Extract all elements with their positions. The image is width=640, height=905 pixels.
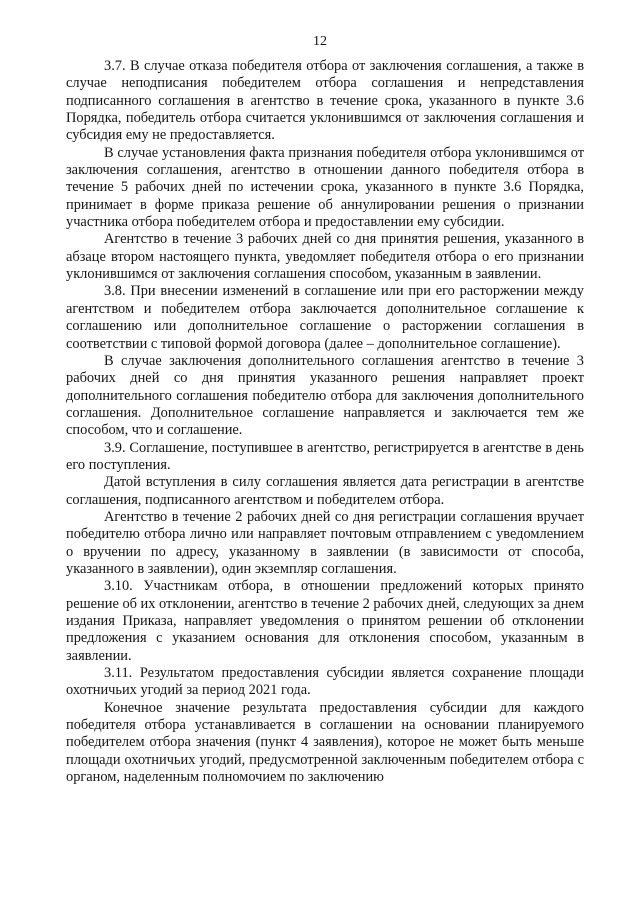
paragraph-3-11: 3.11. Результатом предоставления субсидии является сохранение площади охотничьих угодий за период 2021 года. [66, 665, 584, 699]
paragraph-effective-date: Датой вступления в силу соглашения является дата регистрации в агентстве соглашения, подписанного агентством и победителем отбора. [66, 474, 584, 508]
document-body [66, 58, 584, 786]
paragraph-delivery: Агентство в течение 2 рабочих дней со дня регистрации соглашения вручает победителю отбора лично или направляет почтовым отправлением с уведомлением о вручении по адресу, указанному в заявлении (в зависимости от способа, указанного в заявлении), один экземпляр соглашения. [66, 508, 584, 577]
paragraph-additional-agreement: В случае заключения дополнительного соглашения агентство в течение 3 рабочих дней со дня принятия указанного решения направляет проект дополнительного соглашения победителю отбора для заключения дополнительного соглашения. Дополнительное соглашение направляется и заключается тем же способом, что и соглашение. [66, 352, 584, 439]
paragraph-3-10: 3.10. Участникам отбора, в отношении предложений которых принято решение об их отклонении, агентство в течение 2 рабочих дней, следующих за днем издания Приказа, направляет уведомления о принятом решении об отклонении предложения с указанием основания для отклонения способом, указанным в заявлении. [66, 578, 584, 664]
paragraph-3-7: 3.7. В случае отказа победителя отбора от заключения соглашения, а также в случае неподписания победителем отбора соглашения и непредставления подписанного соглашения в агентство в течение срока, указанного в пункте 3.6 Порядка, победитель отбора считается уклонившимся от заключения соглашения и субсидия ему не предоставляется. [66, 58, 584, 144]
paragraph-evasion-decision: В случае установления факта признания победителя отбора уклонившимся от заключения соглашения, агентство в отношении данного победителя отбора в течение 5 рабочих дней по истечении срока, указанного в пункте 3.6 Порядка, принимает в форме приказа решение об аннулировании решения о признании участника отбора победителем отбора и предоставлении ему субсидии. [66, 144, 584, 231]
paragraph-final-value: Конечное значение результата предоставления субсидии для каждого победителя отбора устанавливается в соглашении на основании планируемого победителем отбора значения (пункт 4 заявления), которое не может быть меньше площади охотничьих угодий, предусмотренной заключенным победителем отбора с органом, наделенным полномочием по заключению [66, 699, 584, 786]
page-number: 12 [313, 34, 327, 49]
paragraph-3-8: 3.8. При внесении изменений в соглашение или при его расторжении между агентством и победителем отбора заключается дополнительное соглашение к соглашению или дополнительное соглашение о расторжении соглашения в соответствии с типовой формой договора (далее – дополнительное соглашение). [66, 283, 584, 352]
paragraph-3-9: 3.9. Соглашение, поступившее в агентство, регистрируется в агентстве в день его поступления. [66, 439, 584, 473]
paragraph-evasion-notice: Агентство в течение 3 рабочих дней со дня принятия решения, указанного в абзаце втором настоящего пункта, уведомляет победителя отбора о его признании уклонившимся от заключения соглашения способом, указанным в заявлении. [66, 231, 584, 283]
